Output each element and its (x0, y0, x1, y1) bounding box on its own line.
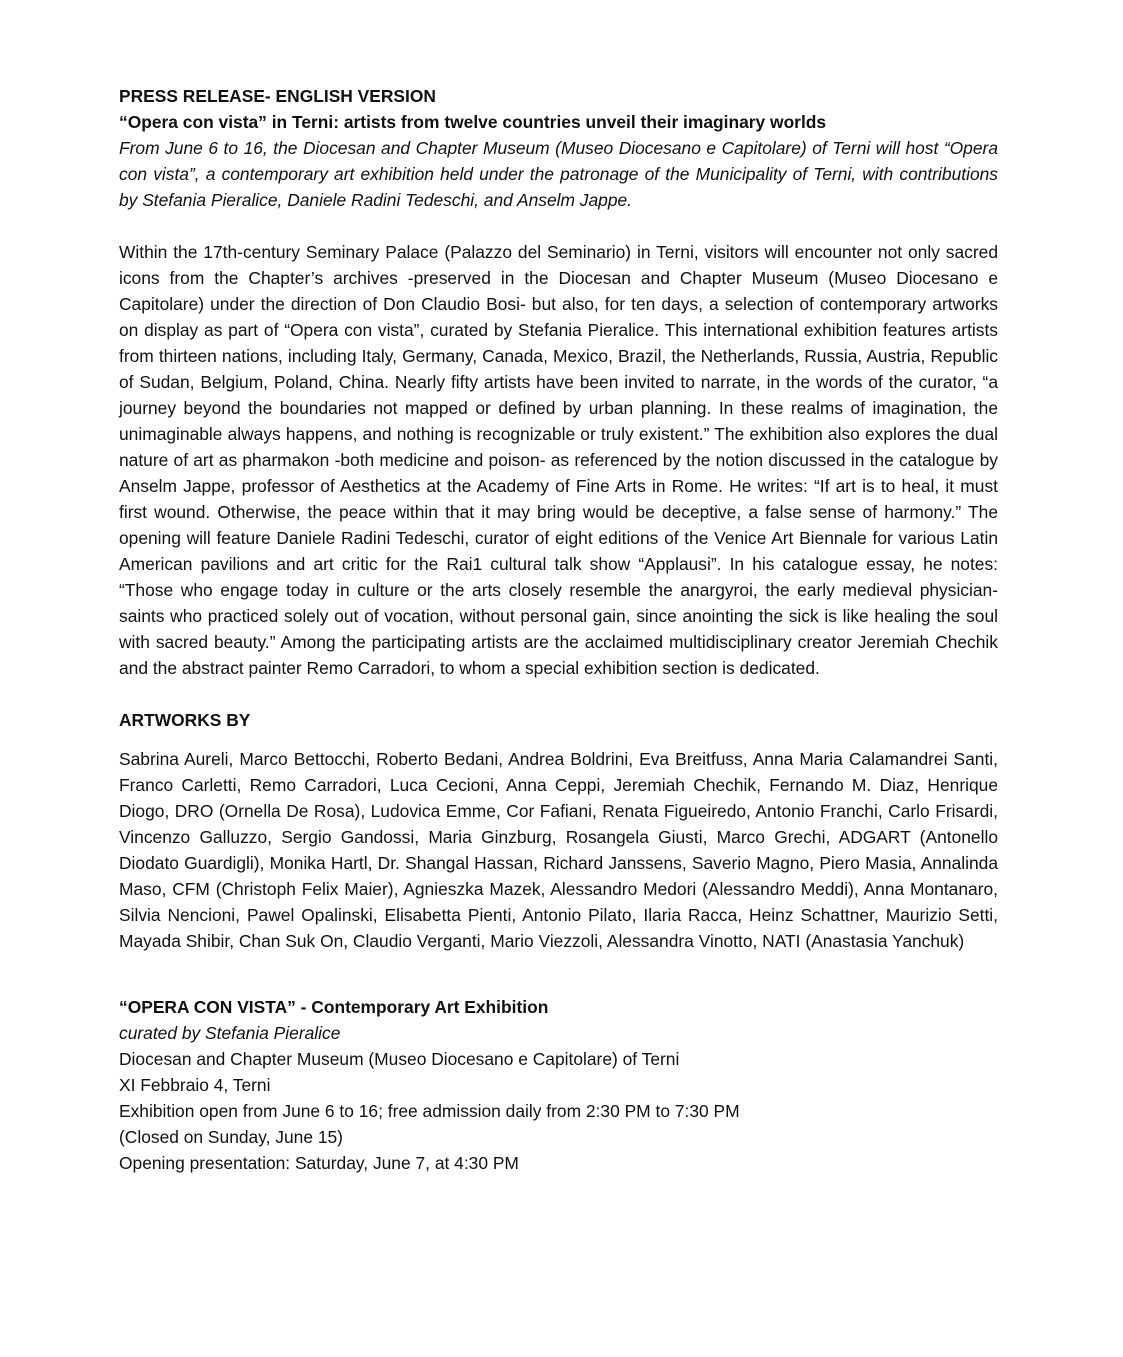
closed-line: (Closed on Sunday, June 15) (119, 1127, 343, 1147)
hours-line: Exhibition open from June 6 to 16; free admission daily from 2:30 PM to 7:30 PM (119, 1101, 740, 1121)
artists-list: Sabrina Aureli, Marco Bettocchi, Roberto Bedani, Andrea Boldrini, Eva Breitfuss, Anna Maria Calamandrei Santi, Franco Carletti, Remo Carradori, Luca Cecioni, Anna Ceppi, Jeremiah Chechik, Fernando M. Diaz, Henrique Diogo, DRO (Ornella De Rosa), Ludovica Emme, Cor Fafiani, Renata Figueiredo, Antonio Franchi, Carlo Frisardi, Vincenzo Galluzzo, Sergio Gandossi, Maria Ginzburg, Rosangela Giusti, Marco Grechi, ADGART (Antonello Diodato Guardigli), Monika Hartl, Dr. Shangal Hassan, Richard Janssens, Saverio Magno, Piero Masia, Annalinda Maso, CFM (Christoph Felix Maier), Agnieszka Mazek, Alessandro Medori (Alessandro Meddi), Anna Montanaro, Silvia Nencioni, Pawel Opalinski, Elisabetta Pienti, Antonio Pilato, Ilaria Racca, Heinz Schattner, Maurizio Setti, Mayada Shibir, Chan Suk On, Claudio Verganti, Mario Viezzoli, Alessandra Vinotto, NATI (Anastasia Yanchuk) (119, 749, 998, 951)
venue-line: Diocesan and Chapter Museum (Museo Diocesano e Capitolare) of Terni (119, 1049, 680, 1069)
exhibition-title: “OPERA CON VISTA” - Contemporary Art Exhibition (119, 997, 549, 1017)
document-label: PRESS RELEASE- ENGLISH VERSION (119, 86, 436, 106)
curator-line: curated by Stefania Pieralice (119, 1023, 341, 1043)
artworks-heading: ARTWORKS BY (119, 710, 251, 730)
body-paragraph: Within the 17th-century Seminary Palace (Palazzo del Seminario) in Terni, visitors will encounter not only sacred icons from the Chapter’s archives -preserved in the Diocesan and Chapter Museum (Museo Diocesano e Capitolare) under the direction of Don Claudio Bosi- but also, for ten days, a selection of contemporary artworks on display as part of “Opera con vista”, curated by Stefania Pieralice. This international exhibition features artists from thirteen nations, including Italy, Germany, Canada, Mexico, Brazil, the Netherlands, Russia, Austria, Republic of Sudan, Belgium, Poland, China. Nearly fifty artists have been invited to narrate, in the words of the curator, “a journey beyond the boundaries not mapped or defined by urban planning. In these realms of imagination, the unimaginable always happens, and nothing is recognizable or truly existent.” The exhibition also explores the dual nature of art as pharmakon -both medicine and poison- as referenced by the notion discussed in the catalogue by Anselm Jappe, professor of Aesthetics at the Academy of Fine Arts in Rome. He writes: “If art is to heal, it must first wound. Otherwise, the peace within that it may bring would be deceptive, a false sense of harmony.” The opening will feature Daniele Radini Tedeschi, curator of eight editions of the Venice Art Biennale for various Latin American pavilions and art critic for the Rai1 cultural talk show “Applausi”. In his catalogue essay, he notes: “Those who engage today in culture or the arts closely resemble the anargyroi, the early medieval physician-saints who practiced solely out of vocation, without personal gain, since anointing the sick is like healing the soul with sacred beauty.” Among the participating artists are the acclaimed multidisciplinary creator Jeremiah Chechik and the abstract painter Remo Carradori, to whom a special exhibition section is dedicated. (119, 242, 998, 678)
lead-paragraph: From June 6 to 16, the Diocesan and Chapter Museum (Museo Diocesano e Capitolare) of Terni will host “Opera con vista”, a contemporary art exhibition held under the patronage of the Municipality of Terni, with contributions by Stefania Pieralice, Daniele Radini Tedeschi, and Anselm Jappe. (119, 138, 998, 210)
opening-line: Opening presentation: Saturday, June 7, at 4:30 PM (119, 1153, 519, 1173)
headline: “Opera con vista” in Terni: artists from twelve countries unveil their imaginary worlds (119, 112, 827, 132)
address-line: XI Febbraio 4, Terni (119, 1075, 271, 1095)
press-release-page (119, 83, 998, 1176)
